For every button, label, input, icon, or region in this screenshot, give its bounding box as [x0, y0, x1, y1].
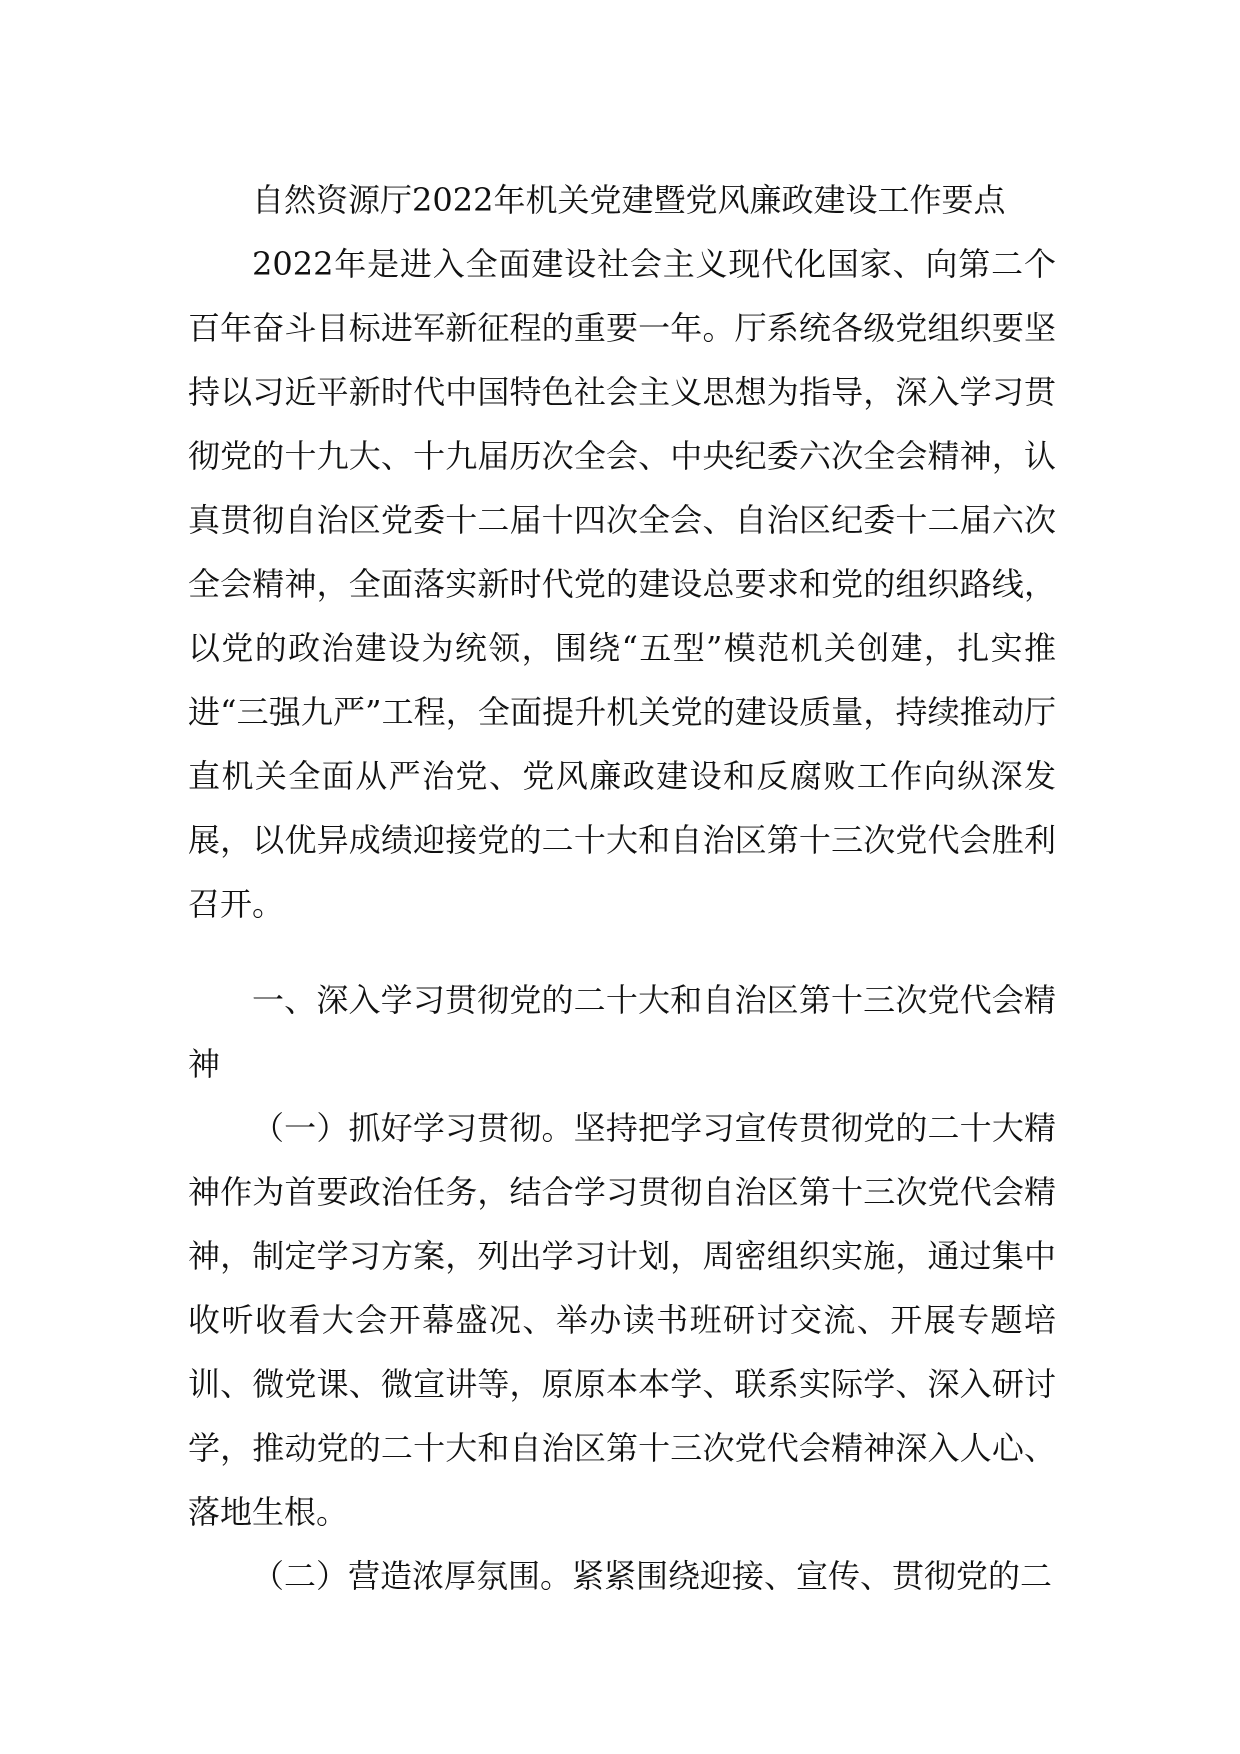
- document-title: 自然资源厅2022年机关党建暨党风廉政建设工作要点: [252, 181, 1006, 219]
- section-1-heading: 一、深入学习贯彻党的二十大和自治区第十三次党代会精神: [188, 981, 1056, 1083]
- document-content: [188, 168, 1056, 1608]
- item-2-paragraph: （二）营造浓厚氛围。紧紧围绕迎接、宣传、贯彻党的二: [252, 1557, 1053, 1595]
- intro-paragraph: 2022年是进入全面建设社会主义现代化国家、向第二个百年奋斗目标进军新征程的重要一年。厅系统各级党组织要坚持以习近平新时代中国特色社会主义思想为指导，深入学习贯彻党的十九大、十九届历次全会、中央纪委六次全会精神，认真贯彻自治区党委十二届十四次全会、自治区纪委十二届六次全会精神，全面落实新时代党的建设总要求和党的组织路线，以党的政治建设为统领，围绕“五型”模范机关创建，扎实推进“三强九严”工程，全面提升机关党的建设质量，持续推动厅直机关全面从严治党、党风廉政建设和反腐败工作向纵深发展，以优异成绩迎接党的二十大和自治区第十三次党代会胜利召开。: [188, 245, 1056, 923]
- section-gap: [188, 936, 1056, 968]
- item-1-paragraph: （一）抓好学习贯彻。坚持把学习宣传贯彻党的二十大精神作为首要政治任务，结合学习贯彻自治区第十三次党代会精神，制定学习方案，列出学习计划，周密组织实施，通过集中收听收看大会开幕盛况、举办读书班研讨交流、开展专题培训、微党课、微宣讲等，原原本本学、联系实际学、深入研讨学，推动党的二十大和自治区第十三次党代会精神深入人心、落地生根。: [188, 1109, 1056, 1531]
